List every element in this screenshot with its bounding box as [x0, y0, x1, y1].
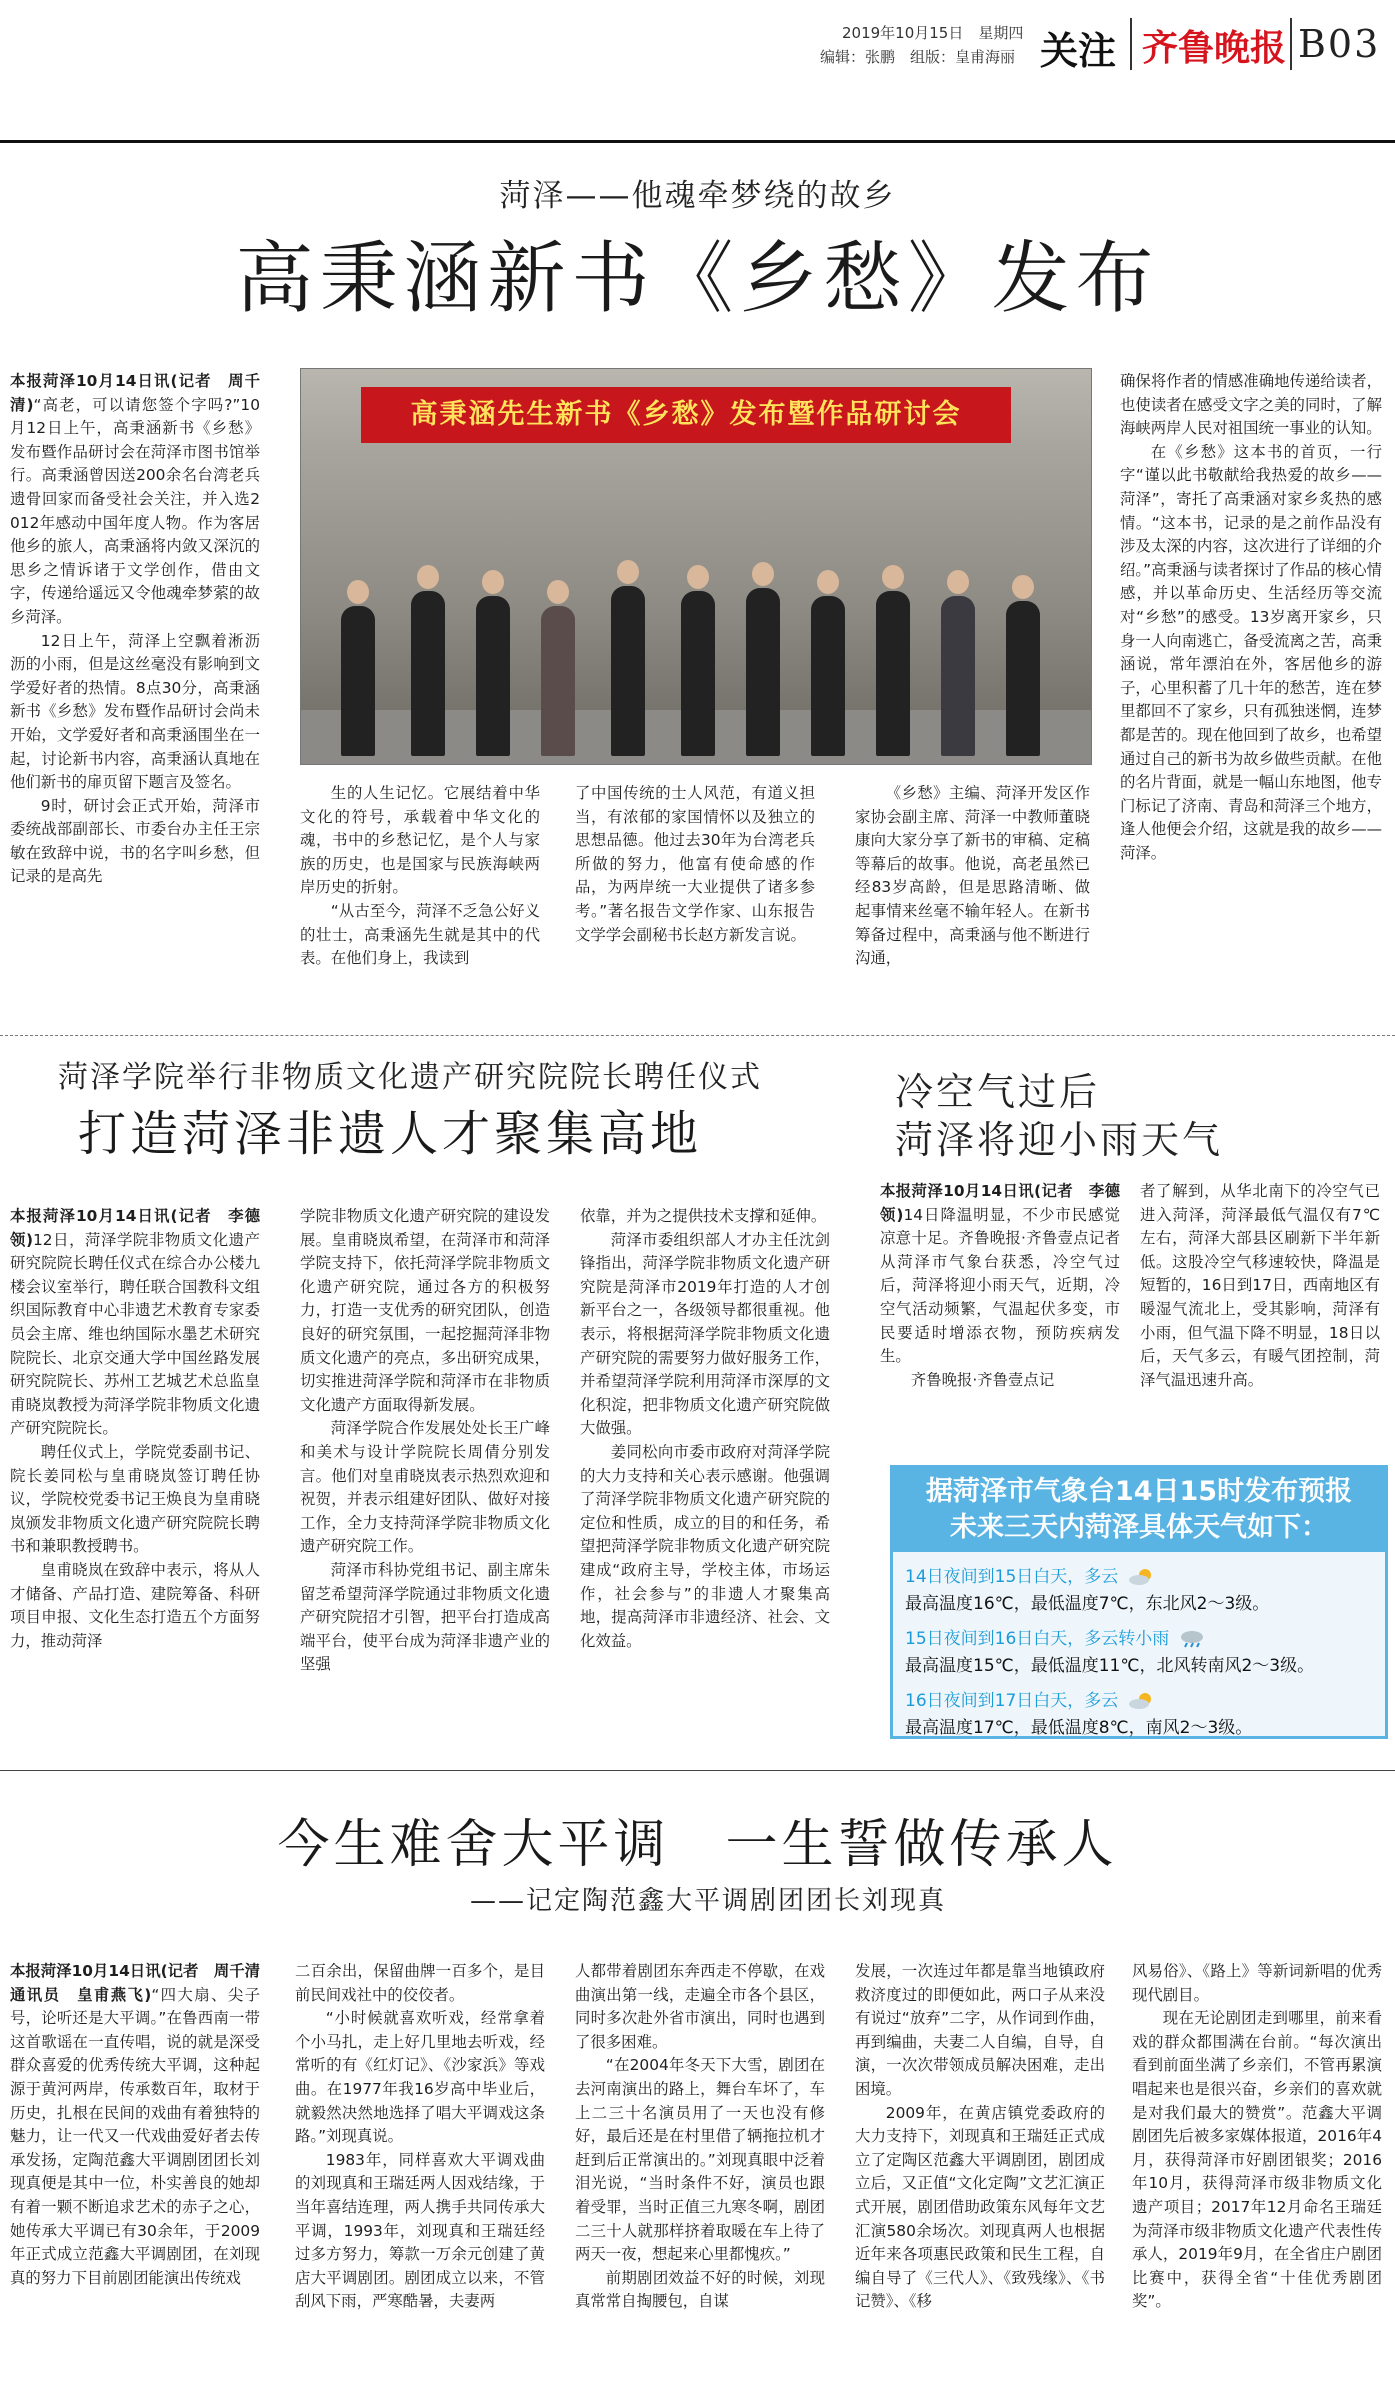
article2-paragraph: 菏泽学院合作发展处处长王广峰和美术与设计学院院长周倩分别发言。他们对皇甫晓岚表示热烈欢迎和祝贺，并表示组建好团队、做好对接工作，全力支持菏泽学院非物质文化遗产研究院工作。 — [300, 1419, 550, 1556]
article1-byline: 本报菏泽10月14日讯(记者 周千清) — [10, 372, 260, 414]
weather-day-3: 16日夜间到17日白天，多云 最高温度17℃，最低温度8℃，南风2～3级。 — [905, 1691, 1253, 1738]
weather-day-1: 14日夜间到15日白天，多云 最高温度16℃，最低温度7℃，东北风2～3级。 — [905, 1567, 1270, 1614]
photo-person — [941, 596, 975, 756]
article2-byline: 本报菏泽10月14日讯(记者 李德领) — [10, 1207, 260, 1249]
article2-paragraph: 菏泽市委组织部人才办主任沈剑锋指出，菏泽学院非物质文化遗产研究院是菏泽市2019年打造的人才创新平台之一，各级领导都很重视。他表示，将根据菏泽学院非物质文化遗产研究院的需要努力做好服务工作，并希望菏泽学院利用菏泽市深厚的文化积淀，把非物质文化遗产研究院做大做强。 — [580, 1230, 830, 1438]
article1-paragraph: 本报菏泽10月14日讯(记者 周千清)“高老，可以请您签个字吗?”10月12日上午，高秉涵新书《乡愁》发布暨作品研讨会在菏泽市图书馆举行。高秉涵曾因送200余名台湾老兵遗骨回家而备受社会关注，并入选2012年感动中国年度人物。作为客居他乡的旅人，高秉涵将内敛又深沉的思乡之情诉诸于文学创作，借由文字，传递给遥远又令他魂牵梦萦的故乡菏泽。 — [10, 372, 260, 626]
article4-paragraph: 发展，一次连过年都是靠当地镇政府救济度过的即便如此，两口子从来没有说过“放弃”二字，从作词到作曲，再到编曲，夫妻二人自编，自导，自演，一次次带领成员解决困难，走出困境。 — [855, 1962, 1105, 2098]
partly-cloudy-icon — [1128, 1692, 1154, 1710]
issue-date: 2019年10月15日 星期四 — [842, 24, 1024, 42]
article1-column-4 — [855, 782, 1090, 1010]
article4-column-2 — [295, 1960, 545, 2388]
article4-byline: 本报菏泽10月14日讯(记者 周千清 通讯员 皇甫燕飞) — [10, 1962, 276, 2004]
article1-column-2 — [300, 782, 540, 1010]
article2-paragraph: 依靠，并为之提供技术支撑和延伸。 — [580, 1207, 827, 1225]
article4-paragraph: 风易俗》、《路上》等新词新唱的优秀现代剧目。 — [1132, 1962, 1382, 2004]
page-number: B03 — [1298, 22, 1381, 66]
article1-paragraph: 在《乡愁》这本书的首页，一行字“谨以此书敬献给我热爱的故乡——菏泽”，寄托了高秉涵对家乡炙热的感情。“这本书，记录的是之前作品没有涉及太深的内容，这次进行了详细的介绍。”高秉涵与读者探讨了作品的核心情感，并以革命历史、生活经历等交流对“乡愁”的感受。13岁离开家乡，只身一人向南逃亡，备受流离之苦，高秉涵说，常年漂泊在外，客居他乡的游子，心里积蓄了几十年的愁苦，连在梦里都回不了家乡，只有孤独迷惘，连梦都是苦的。现在他回到了故乡，也希望通过自己的新书为故乡做些贡献。在他的名片背面，就是一幅山东地图，他专门标记了济南、青岛和菏泽三个地方，逢人他便会介绍，这就是我的故乡——菏泽。 — [1120, 442, 1382, 862]
article1-paragraph: 12日上午，菏泽上空飘着淅沥沥的小雨，但是这丝毫没有影响到文学爱好者的热情。8点30分，高秉涵新书《乡愁》发布暨作品研讨会尚未开始，文学爱好者和高秉涵围坐在一起，讨论新书内容，高秉涵认真地在他们新书的扉页留下题言及签名。 — [10, 631, 260, 792]
article1-column-5 — [1120, 370, 1382, 1010]
article4-column-1 — [10, 1960, 276, 2388]
article2-column-1 — [10, 1205, 260, 1740]
article4-paragraph: “小时候就喜欢听戏，经常拿着个小马扎，走上好几里地去听戏，经常听的有《红灯记》、《沙家浜》等戏曲。在1977年我16岁高中毕业后，就毅然决然地选择了唱大平调戏这条路。”刘现真说。 — [295, 2009, 545, 2146]
photo-banner: 高秉涵先生新书《乡愁》发布暨作品研讨会 — [361, 387, 1011, 443]
article4-paragraph: 1983年，同样喜欢大平调戏曲的刘现真和王瑞廷两人因戏结缘，于当年喜结连理，两人携手共同传承大平调，1993年，刘现真和王瑞廷经过多方努力，筹款一万余元创建了黄店大平调剧团。剧团成立以来，不管刮风下雨，严寒酷暑，夫妻两 — [295, 2150, 545, 2311]
article2-paragraph: 聘任仪式上，学院党委副书记、院长姜同松与皇甫晓岚签订聘任协议，学院校党委书记王焕良为皇甫晓岚颁发非物质文化遗产研究院院长聘书和兼职教授聘书。 — [10, 1442, 260, 1556]
article1-column-1 — [10, 370, 260, 1010]
article1-paragraph: 《乡愁》主编、菏泽开发区作家协会副主席、菏泽一中教师董晓康向大家分享了新书的审稿、定稿等幕后的故事。他说，高老虽然已经83岁高龄，但是思路清晰、做起事情来丝毫不输年轻人。在新书筹备过程中，高秉涵与他不断进行沟通， — [855, 784, 1090, 968]
article1-paragraph: 生的人生记忆。它展结着中华文化的符号，承载着中华文化的魂，书中的乡愁记忆，是个人与家族的历史，也是国家与民族海峡两岸历史的折射。 — [300, 784, 540, 897]
article2-column-2 — [300, 1205, 550, 1740]
article3-paragraph: 者了解到，从华北南下的冷空气已进入菏泽，菏泽最低气温仅有7℃左右，菏泽大部县区刷新下半年新低。这股冷空气移速较快，降温是短暂的，16日到17日，西南地区有暖湿气流北上，受其影响，菏泽有小雨，但气温下降不明显，18日以后，天气多云，有暖气团控制，菏泽气温迅速升高。 — [1140, 1182, 1380, 1389]
article2-paragraph: 菏泽市科协党组书记、副主席朱留芝希望菏泽学院通过非物质文化遗产研究院招才引智，把平台打造成高端平台，使平台成为菏泽非遗产业的坚强 — [300, 1560, 550, 1674]
editor-credits: 编辑：张鹏 组版：皇甫海丽 — [820, 48, 1016, 66]
article2-paragraph: 皇甫晓岚在致辞中表示，将从人才储备、产品打造、建院筹备、科研项目申报、文化生态打造五个方面努力，推动菏泽 — [10, 1560, 260, 1650]
photo-person — [681, 591, 715, 756]
photo-person — [1006, 601, 1040, 756]
article1-paragraph: 9时，研讨会正式开始，菏泽市委统战部副部长、市委台办主任王宗敏在致辞中说，书的名字叫乡愁，但记录的是高先 — [10, 796, 260, 886]
header-divider — [1130, 18, 1132, 70]
article3-column-2 — [1140, 1180, 1380, 1460]
section-divider — [0, 1035, 1395, 1036]
photo-person — [811, 596, 845, 756]
weather-forecast-box — [890, 1465, 1388, 1739]
article4-column-3 — [575, 1960, 825, 2388]
article3-title: 冷空气过后 菏泽将迎小雨天气 — [895, 1070, 1224, 1162]
partly-cloudy-icon — [1128, 1568, 1154, 1586]
weather-forecast-list — [893, 1562, 1385, 1738]
weather-forecast-heading: 据菏泽市气象台14日15时发布预报 未来三天内菏泽具体天气如下： — [893, 1468, 1385, 1552]
article4-paragraph: 2009年，在黄店镇党委政府的大力支持下，刘现真和王瑞廷正式成立了定陶区范鑫大平调剧团，剧团成立后，又正值“文化定陶”文艺汇演正式开展，剧团借助政策东风每年文艺汇演580余场次。刘现真两人也根据近年来各项惠民政策和民生工程，自编自导了《三代人》、《致残缘》、《书记赞》、《移 — [855, 2103, 1105, 2311]
article4-column-4 — [855, 1960, 1105, 2388]
header-rule — [0, 140, 1395, 143]
cloud-rain-icon — [1179, 1630, 1205, 1648]
article4-title: 今生难舍大平调 一生誓做传承人 — [277, 1815, 1118, 1875]
article1-paragraph: “从古至今，菏泽不乏急公好义的壮士，高秉涵先生就是其中的代表。在他们身上，我读到 — [300, 901, 540, 968]
article1-subtitle: 菏泽——他魂牵梦绕的故乡 — [499, 178, 896, 214]
newspaper-logo: 齐鲁晚报 — [1142, 27, 1287, 69]
photo-person — [746, 588, 780, 756]
article1-paragraph: 了中国传统的士人风范，有道义担当，有浓郁的家国情怀以及独立的思想品德。他过去30年为台湾老兵所做的努力，他富有使命感的作品，为两岸统一大业提供了诸多参考。”著名报告文学作家、山东报告文学学会副秘书长赵方新发言说。 — [575, 784, 815, 944]
section-divider — [0, 1770, 1395, 1771]
photo-person — [341, 606, 375, 756]
article3-byline: 本报菏泽10月14日讯(记者 李德领) — [880, 1182, 1120, 1224]
section-label: 关注 — [1040, 29, 1117, 73]
article2-subtitle: 菏泽学院举行非物质文化遗产研究院院长聘任仪式 — [58, 1060, 762, 1095]
article4-column-5 — [1132, 1960, 1382, 2388]
article2-column-3 — [580, 1205, 830, 1740]
weather-day-2: 15日夜间到16日白天，多云转小雨 最高温度15℃，最低温度11℃，北风转南风2～3级。 — [905, 1629, 1315, 1676]
article2-paragraph: 本报菏泽10月14日讯(记者 李德领)12日，菏泽学院非物质文化遗产研究院院长聘任仪式在综合办公楼九楼会议室举行，聘任联合国教科文组织国际教育中心非遗艺术教育专家委员会主席、维也纳国际水墨艺术研究院院长、北京交通大学中国丝路发展研究院院长、苏州工艺城艺术总监皇甫晓岚教授为菏泽学院非物质文化遗产研究院院长。 — [10, 1207, 260, 1438]
article4-paragraph: 二百余出，保留曲牌一百多个，是目前民间戏社中的佼佼者。 — [295, 1962, 545, 2004]
header-divider — [1290, 18, 1292, 70]
photo-person — [611, 586, 645, 756]
article3-column-1 — [880, 1180, 1120, 1460]
photo-person — [876, 591, 910, 756]
article3-paragraph: 本报菏泽10月14日讯(记者 李德领)14日降温明显，不少市民感觉凉意十足。齐鲁晚报·齐鲁壹点记者从菏泽市气象台获悉，冷空气过后，菏泽将迎小雨天气，近期，冷空气活动频繁，气温起伏多变，市民要适时增添衣物，预防疾病发生。 — [880, 1182, 1120, 1366]
article4-subtitle: ——记定陶范鑫大平调剧团团长刘现真 — [470, 1886, 947, 1916]
article4-paragraph: 现在无论剧团走到哪里，前来看戏的群众都围满在台前。“每次演出看到前面坐满了乡亲们，不管再累演唱起来也是很兴奋，乡亲们的喜欢就是对我们最大的赞赏”。范鑫大平调剧团先后被多家媒体报道，2016年4月，获得菏泽市好剧团银奖；2016年10月，获得菏泽市级非物质文化遗产项目；2017年12月命名王瑞廷为菏泽市级非物质文化遗产代表性传承人，2019年9月，在全省庄户剧团比赛中，获得全省“十佳优秀剧团奖”。 — [1132, 2009, 1382, 2311]
article2-title: 打造菏泽非遗人才聚集高地 — [78, 1106, 703, 1162]
article2-paragraph: 学院非物质文化遗产研究院的建设发展。皇甫晓岚希望，在菏泽市和菏泽学院支持下，依托菏泽学院非物质文化遗产研究院，通过各方的积极努力，打造一支优秀的研究团队，创造良好的研究氛围，一起挖掘菏泽非物质文化遗产的亮点，多出研究成果，切实推进菏泽学院和菏泽市在非物质文化遗产方面取得新发展。 — [300, 1207, 550, 1414]
article1-title: 高秉涵新书《乡愁》发布 — [235, 234, 1160, 324]
article1-paragraph: 确保将作者的情感准确地传递给读者，也使读者在感受文字之美的同时，了解海峡两岸人民对祖国统一事业的认知。 — [1120, 372, 1382, 438]
article1-column-3 — [575, 782, 815, 1010]
article4-paragraph: 人都带着剧团东奔西走不停歇，在戏曲演出第一线，走遍全市各个县区，同时多次赴外省市演出，同时也遇到了很多困难。 — [575, 1962, 825, 2051]
article4-paragraph: 前期剧团效益不好的时候，刘现真常常自掏腰包，自谋 — [575, 2268, 825, 2311]
article2-paragraph: 姜同松向市委市政府对菏泽学院的大力支持和关心表示感谢。他强调了菏泽学院非物质文化遗产研究院的定位和性质，成立的目的和任务，希望把菏泽学院非物质文化遗产研究院建成“政府主导，学校主体，市场运作，社会参与”的非遗人才聚集高地，提高菏泽市非遗经济、社会、文化效益。 — [580, 1442, 830, 1650]
article3-paragraph: 齐鲁晚报·齐鲁壹点记 — [910, 1370, 1055, 1389]
article4-paragraph: “在2004年冬天下大雪，剧团在去河南演出的路上，舞台车坏了，车上二三十名演员用了一天也没有修好，最后还是在村里借了辆拖拉机才赶到后正常演出的。”刘现真眼中泛着泪光说，“当时条件不好，演员也跟着受罪，当时正值三九寒冬啊，剧团二三十人就那样挤着取暖在车上待了两天一夜，想起来心里都愧疚。” — [575, 2056, 825, 2264]
photo-person — [476, 596, 510, 756]
photo-person — [541, 606, 575, 756]
photo-person — [411, 591, 445, 756]
article4-paragraph: 本报菏泽10月14日讯(记者 周千清 通讯员 皇甫燕飞)“四大扇、尖子号，论听还是大平调。”在鲁西南一带这首歌谣在一直传唱，说的就是深受群众喜爱的优秀传统大平调，这种起源于黄河两岸，传承数百年，取材于历史，扎根在民间的戏曲有着独特的魅力，让一代又一代戏曲爱好者去传承发扬，定陶范鑫大平调剧团团长刘现真便是其中一位，朴实善良的她却有着一颗不断追求艺术的赤子之心，她传承大平调已有30余年，于2009年正式成立范鑫大平调剧团，在刘现真的努力下目前剧团能演出传统戏 — [10, 1962, 276, 2287]
event-photo — [300, 368, 1092, 765]
